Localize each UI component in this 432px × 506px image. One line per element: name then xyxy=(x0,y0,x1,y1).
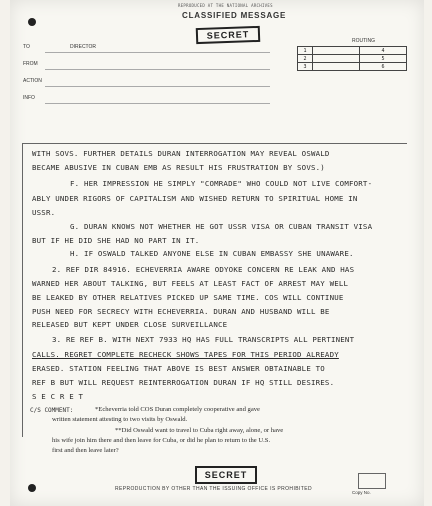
routing-cell xyxy=(313,63,360,71)
punch-hole xyxy=(28,18,36,26)
routing-cell xyxy=(313,47,360,55)
archives-stamp: REPRODUCED AT THE NATIONAL ARCHIVES xyxy=(178,3,273,8)
action-line xyxy=(45,86,270,87)
action-label: ACTION xyxy=(23,78,42,84)
copy-number-box xyxy=(358,473,386,489)
body-line: F. HER IMPRESSION HE SIMPLY "COMRADE" WHO COULD NOT LIVE COMFORT- xyxy=(70,179,373,188)
body-line: CALLS. REGRET COMPLETE RECHECK SHOWS TAPES FOR THIS PERIOD ALREADY xyxy=(32,350,339,359)
info-label: INFO xyxy=(23,95,35,101)
to-line xyxy=(45,52,270,53)
body-line: REF B BUT WILL REQUEST REINTERROGATION DURAN IF HQ STILL DESIRES. xyxy=(32,378,335,387)
body-line: BE LEAKED BY OTHER RELATIVES PICKED UP SAME TIME. COS WILL CONTINUE xyxy=(32,293,344,302)
to-label: TO xyxy=(23,44,30,50)
body-line: BECAME ABUSIVE IN CUBAN EMB AS RESULT HIS FRUSTRATION BY SOVS.) xyxy=(32,163,325,172)
routing-num: 1 xyxy=(298,47,313,55)
body-line: USSR. xyxy=(32,208,56,217)
comment-line: **Did Oswald want to travel to Cuba right away, alone, or have xyxy=(115,427,284,434)
comment-line: his wife join him there and then leave for Cuba, or did he plan to return to the U.S. xyxy=(52,437,271,444)
routing-value: 6 xyxy=(360,63,407,71)
to-value: DIRECTOR xyxy=(70,44,97,50)
routing-num: 3 xyxy=(298,63,313,71)
routing-row xyxy=(298,63,407,71)
routing-cell xyxy=(313,55,360,63)
body-line: PUSH NEED FOR SECRECY WITH ECHEVERRIA. DURAN AND HUSBAND WILL BE xyxy=(32,307,330,316)
body-line: G. DURAN KNOWS NOT WHETHER HE GOT USSR VISA OR CUBAN TRANSIT VISA xyxy=(70,222,373,231)
routing-row xyxy=(298,55,407,63)
routing-label: ROUTING xyxy=(352,38,376,44)
from-line xyxy=(45,69,270,70)
body-line: ABLY UNDER RIGORS OF CAPITALISM AND WISHED RETURN TO SPIRITUAL HOME IN xyxy=(32,194,358,203)
body-line: WITH SOVS. FURTHER DETAILS DURAN INTERROGATION MAY REVEAL OSWALD xyxy=(32,149,330,158)
routing-table xyxy=(297,46,407,71)
classification-stamp-bottom: SECRET xyxy=(195,466,257,484)
page-title: CLASSIFIED MESSAGE xyxy=(182,11,287,20)
info-line xyxy=(45,103,270,104)
reproduction-notice: REPRODUCTION BY OTHER THAN THE ISSUING OFFICE IS PROHIBITED xyxy=(115,486,312,492)
secret-marking: S E C R E T xyxy=(32,392,84,401)
body-line: 3. RE REF B. WITH NEXT 7933 HQ HAS FULL TRANSCRIPTS ALL PERTINENT xyxy=(52,335,355,344)
routing-value: 4 xyxy=(360,47,407,55)
body-line: BUT IF HE DID SHE HAD NO PART IN IT. xyxy=(32,236,200,245)
routing-num: 2 xyxy=(298,55,313,63)
classification-stamp-top: SECRET xyxy=(196,26,261,44)
comment-line: first and then leave later? xyxy=(52,447,119,454)
body-line: RELEASED BUT KEPT UNDER CLOSE SURVEILLANCE xyxy=(32,320,228,329)
from-label: FROM xyxy=(23,61,38,67)
routing-row xyxy=(298,47,407,55)
comment-line: *Echeverria told COS Duran completely cooperative and gave xyxy=(95,406,260,413)
comment-label: C/S COMMENT: xyxy=(30,407,74,414)
punch-hole xyxy=(28,484,36,492)
body-line: 2. REF DIR 84916. ECHEVERRIA AWARE ODYOKE CONCERN RE LEAK AND HAS xyxy=(52,265,355,274)
comment-line: written statement attesting to two visits by Oswald. xyxy=(52,416,188,423)
body-line: WARNED HER ABOUT TALKING, BUT FEELS AT LEAST FACT OF ARREST MAY WELL xyxy=(32,279,349,288)
body-line: H. IF OSWALD TALKED ANYONE ELSE IN CUBAN EMBASSY SHE UNAWARE. xyxy=(70,249,354,258)
routing-value: 5 xyxy=(360,55,407,63)
body-line: ERASED. STATION FEELING THAT ABOVE IS BEST ANSWER OBTAINABLE TO xyxy=(32,364,325,373)
copy-number-label: Copy No. xyxy=(352,490,371,495)
